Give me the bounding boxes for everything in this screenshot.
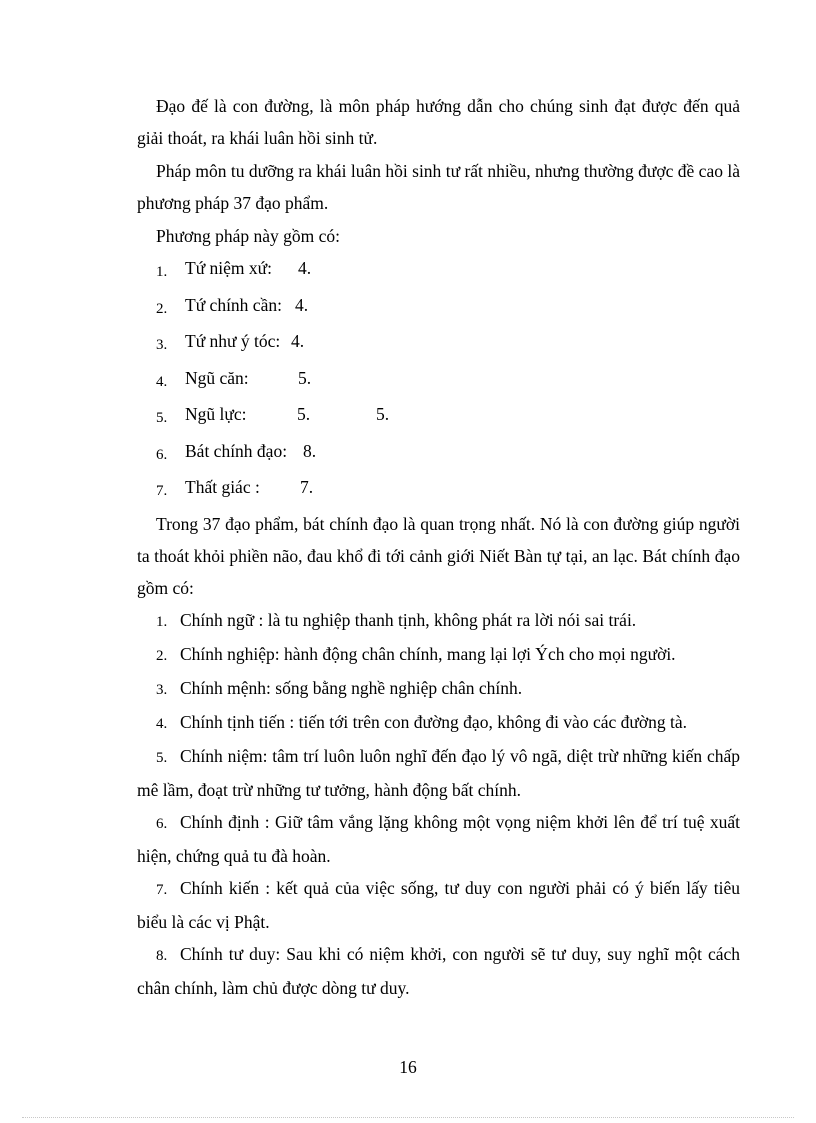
list-item: [137, 672, 740, 706]
list-value: 5.: [298, 367, 312, 388]
list-item: [137, 604, 740, 638]
list-item: [156, 398, 740, 435]
list-number: 6.: [156, 815, 168, 832]
list-label: Tứ niệm xứ:: [185, 258, 273, 278]
list-number: 1.: [156, 264, 168, 280]
list-item: [156, 435, 740, 472]
paragraph-phuong-phap: Phương pháp này gồm có:: [156, 226, 340, 246]
list-number: 5.: [156, 410, 168, 426]
list-number: 5.: [156, 749, 168, 766]
list-number: 2.: [156, 647, 168, 664]
paragraph-phap-mon: Pháp môn tu dưỡng ra khái luân hồi sinh tư rất nhiều, nhưng thường được đề cao là phương pháp 37 đạo phẩm.: [137, 161, 740, 213]
list-item: [137, 706, 740, 740]
list-label: Bát chính đạo:: [185, 440, 288, 461]
list-number: 7.: [156, 881, 168, 898]
page-bottom-divider: [22, 1117, 794, 1118]
list-item: [156, 289, 740, 326]
list-text: Chính niệm: tâm trí luôn luôn nghĩ đến đạo lý vô ngã, diệt trừ những kiến chấp mê lầm, đoạt trừ những tư tưởng, hành động bất chính.: [137, 745, 740, 800]
list-item: [156, 252, 740, 289]
list-text: Chính ngữ : là tu nghiệp thanh tịnh, không phát ra lời nói sai trái.: [180, 609, 637, 630]
list-number: 2.: [156, 300, 168, 317]
body-text: [137, 90, 740, 1004]
list-text: Chính kiến : kết quả của việc sống, tư duy con người phải có ý biến lấy tiêu biểu là các vị Phật.: [137, 877, 740, 932]
list-item: [137, 638, 740, 672]
list-item: [156, 325, 740, 362]
list-value: 4.: [295, 294, 309, 315]
list-label: Tứ như ý tóc:: [185, 331, 281, 351]
list-number: 6.: [156, 446, 168, 463]
list-value: 4.: [298, 258, 312, 278]
list-item: [137, 938, 740, 1004]
list-bat-chinh-dao: [137, 604, 740, 1004]
page-number: 16: [399, 1057, 417, 1077]
list-item: [137, 740, 740, 806]
list-text: Chính tư duy: Sau khi có niệm khởi, con người sẽ tư duy, suy nghĩ một cách chân chính, làm chủ được dòng tư duy.: [137, 943, 740, 998]
list-number: 3.: [156, 337, 168, 353]
list-text: Chính định : Giữ tâm vắng lặng không một vọng niệm khởi lên để trí tuệ xuất hiện, chứng quả tu đà hoàn.: [137, 811, 740, 866]
list-item: [137, 872, 740, 938]
list-text: Chính nghiệp: hành động chân chính, mang lại lợi Ých cho mọi người.: [180, 643, 676, 664]
list-number: 3.: [156, 681, 168, 698]
list-value: 5.: [297, 404, 311, 424]
list-text: Chính tịnh tiến : tiến tới trên con đường đạo, không đi vào các đường tà.: [180, 711, 687, 732]
list-number: 8.: [156, 947, 168, 964]
list-label: Thất giác :: [185, 477, 260, 497]
list-number: 1.: [156, 613, 168, 630]
list-value: 7.: [300, 477, 314, 497]
list-value-extra: 5.: [376, 404, 390, 424]
list-number: 4.: [156, 373, 168, 390]
list-item: [156, 362, 740, 399]
list-label: Ngũ căn:: [185, 367, 249, 388]
list-text: Chính mệnh: sống bằng nghề nghiệp chân chính.: [180, 677, 523, 698]
paragraph-dao-de: Đạo đế là con đường, là môn pháp hướng dẫn cho chúng sinh đạt được đến quả giải thoát, ra khái luân hồi sinh tử.: [137, 96, 740, 148]
list-item: [137, 806, 740, 872]
list-37-dao-pham: [137, 252, 740, 508]
list-number: 4.: [156, 715, 168, 732]
paragraph-bat-chinh-dao: Trong 37 đạo phẩm, bát chính đạo là quan trọng nhất. Nó là con đường giúp người ta thoát khỏi phiền não, đau khổ đi tới cảnh giới Niết Bàn tự tại, an lạc. Bát chính đạo gồm có:: [137, 513, 740, 598]
list-number: 7.: [156, 483, 168, 499]
list-label: Tứ chính cần:: [185, 294, 282, 315]
list-item: [156, 471, 740, 508]
list-label: Ngũ lực:: [185, 404, 247, 424]
list-value: 4.: [291, 331, 305, 351]
list-value: 8.: [303, 440, 317, 461]
